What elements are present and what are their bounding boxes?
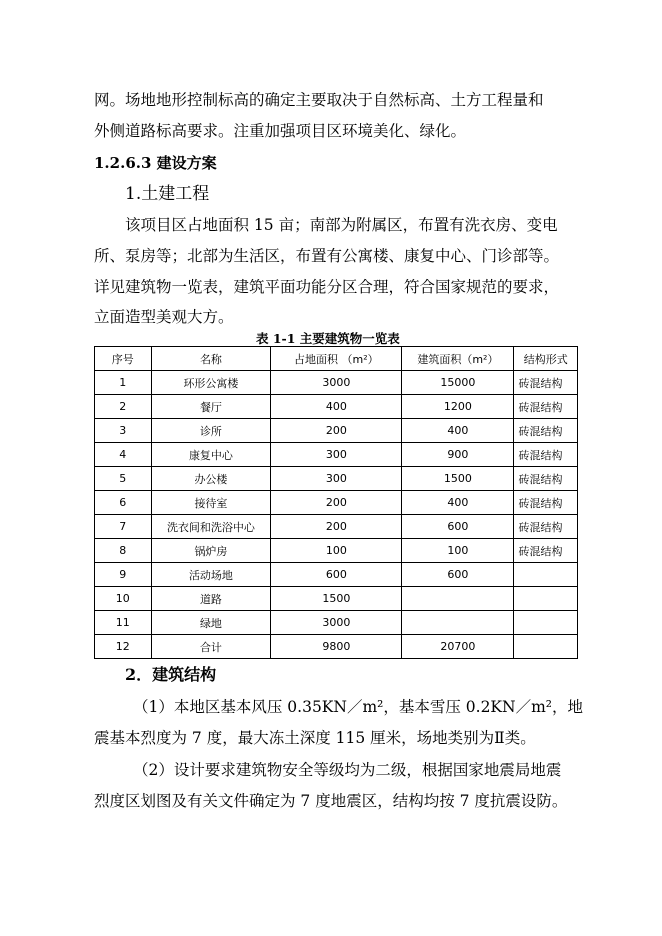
cell-land-area: 600	[271, 563, 402, 587]
cell-name: 办公楼	[151, 467, 271, 491]
cell-building-area	[402, 587, 514, 611]
table-row	[95, 539, 578, 563]
cell-id: 10	[95, 587, 152, 611]
cell-id: 6	[95, 491, 152, 515]
cell-name: 接待室	[151, 491, 271, 515]
cell-land-area: 200	[271, 419, 402, 443]
cell-structure: 砖混结构	[514, 419, 578, 443]
cell-structure	[514, 587, 578, 611]
cell-building-area: 600	[402, 563, 514, 587]
cell-building-area: 15000	[402, 371, 514, 395]
cell-building-area: 20700	[402, 635, 514, 659]
cell-building-area: 1500	[402, 467, 514, 491]
cell-building-area: 600	[402, 515, 514, 539]
p2-line-1: 该项目区占地面积 15 亩；南部为附属区，布置有洗衣房、变电	[125, 216, 558, 234]
subsection-heading-civil: 1.土建工程	[125, 184, 210, 204]
header-land-area: 占地面积 （m²）	[271, 347, 402, 371]
cell-structure: 砖混结构	[514, 371, 578, 395]
cell-structure: 砖混结构	[514, 515, 578, 539]
cell-building-area: 400	[402, 491, 514, 515]
cell-land-area: 300	[271, 467, 402, 491]
cell-id: 4	[95, 443, 152, 467]
table-caption: 表 1-1 主要建筑物一览表	[256, 331, 400, 346]
table-row	[95, 371, 578, 395]
cell-id: 2	[95, 395, 152, 419]
cell-id: 3	[95, 419, 152, 443]
cell-land-area: 1500	[271, 587, 402, 611]
table-row	[95, 611, 578, 635]
table-row	[95, 419, 578, 443]
cell-structure	[514, 611, 578, 635]
table-row-total	[95, 635, 578, 659]
cell-structure: 砖混结构	[514, 443, 578, 467]
cell-id: 7	[95, 515, 152, 539]
cell-land-area: 9800	[271, 635, 402, 659]
p4-line-2: 烈度区划图及有关文件确定为 7 度地震区，结构均按 7 度抗震设防。	[94, 792, 568, 810]
cell-name: 锅炉房	[151, 539, 271, 563]
cell-land-area: 100	[271, 539, 402, 563]
cell-name: 道路	[151, 587, 271, 611]
cell-land-area: 400	[271, 395, 402, 419]
header-structure: 结构形式	[514, 347, 578, 371]
cell-building-area: 1200	[402, 395, 514, 419]
cell-name: 绿地	[151, 611, 271, 635]
p1-line-2: 外侧道路标高要求。注重加强项目区环境美化、绿化。	[94, 122, 467, 140]
table-row	[95, 443, 578, 467]
p3-line-1: （1）本地区基本风压 0.35KN／m²，基本雪压 0.2KN／m²，地	[133, 698, 583, 716]
subsection-heading-structure: 2．建筑结构	[125, 665, 217, 684]
table-row	[95, 491, 578, 515]
cell-building-area: 900	[402, 443, 514, 467]
cell-id: 5	[95, 467, 152, 491]
cell-land-area: 300	[271, 443, 402, 467]
cell-name: 诊所	[151, 419, 271, 443]
cell-id: 1	[95, 371, 152, 395]
cell-building-area: 100	[402, 539, 514, 563]
cell-building-area	[402, 611, 514, 635]
table-row	[95, 467, 578, 491]
header-id: 序号	[95, 347, 152, 371]
p1-line-1: 网。场地地形控制标高的确定主要取决于自然标高、土方工程量和	[94, 91, 544, 109]
p4-line-1: （2）设计要求建筑物安全等级均为二级，根据国家地震局地震	[133, 761, 562, 779]
cell-land-area: 200	[271, 515, 402, 539]
cell-structure	[514, 635, 578, 659]
p2-line-4: 立面造型美观大方。	[94, 308, 234, 326]
cell-building-area: 400	[402, 419, 514, 443]
cell-land-area: 3000	[271, 371, 402, 395]
cell-name: 洗衣间和洗浴中心	[151, 515, 271, 539]
section-heading: 1.2.6.3 建设方案	[94, 154, 217, 172]
cell-structure: 砖混结构	[514, 467, 578, 491]
header-name: 名称	[151, 347, 271, 371]
table-row	[95, 395, 578, 419]
cell-name: 合计	[151, 635, 271, 659]
cell-structure: 砖混结构	[514, 539, 578, 563]
cell-id: 12	[95, 635, 152, 659]
cell-name: 康复中心	[151, 443, 271, 467]
cell-structure: 砖混结构	[514, 395, 578, 419]
cell-land-area: 200	[271, 491, 402, 515]
cell-id: 11	[95, 611, 152, 635]
cell-id: 9	[95, 563, 152, 587]
table-row	[95, 515, 578, 539]
table-row	[95, 563, 578, 587]
header-building-area: 建筑面积（m²）	[402, 347, 514, 371]
cell-structure	[514, 563, 578, 587]
cell-name: 活动场地	[151, 563, 271, 587]
p3-line-2: 震基本烈度为 7 度，最大冻土深度 115 厘米，场地类别为Ⅱ类。	[94, 729, 536, 747]
table-row	[95, 587, 578, 611]
cell-id: 8	[95, 539, 152, 563]
cell-structure: 砖混结构	[514, 491, 578, 515]
cell-land-area: 3000	[271, 611, 402, 635]
table-header-row	[95, 347, 578, 371]
cell-name: 餐厅	[151, 395, 271, 419]
p2-line-3: 详见建筑物一览表，建筑平面功能分区合理，符合国家规范的要求，	[94, 278, 560, 296]
p2-line-2: 所、泵房等；北部为生活区，布置有公寓楼、康复中心、门诊部等。	[94, 247, 560, 265]
cell-name: 环形公寓楼	[151, 371, 271, 395]
buildings-table	[94, 346, 578, 659]
